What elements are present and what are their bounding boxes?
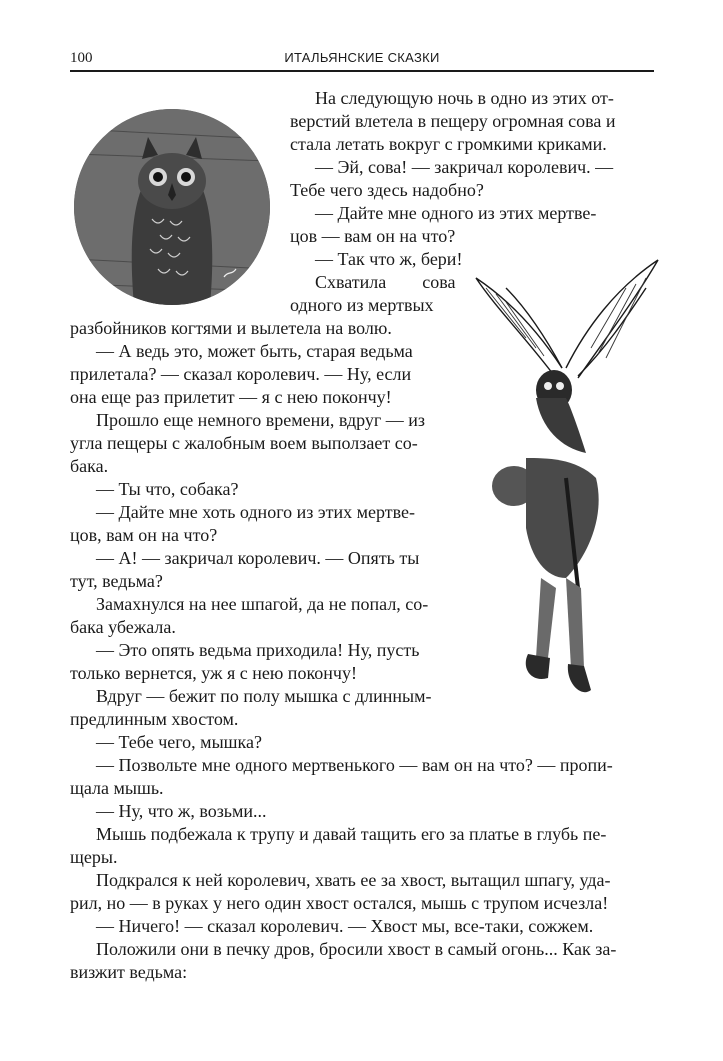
text-line: Прошло еще немного времени, вдруг — из bbox=[96, 410, 425, 430]
text-line: верстий влетела в пещеру огромная сова и bbox=[290, 111, 616, 131]
text-line: рил, но — в руках у него один хвост остался, мышь с трупом исчезла! bbox=[70, 893, 609, 913]
text-line: прилетала? — сказал королевич. — Ну, если bbox=[70, 364, 412, 384]
page-header bbox=[70, 48, 654, 72]
text-line: — Тебе чего, мышка? bbox=[96, 732, 262, 752]
text-line: щеры. bbox=[70, 847, 118, 867]
text-line: Положили они в печку дров, бросили хвост в самый огонь... Как за- bbox=[96, 939, 617, 959]
text-line: Схватила сова bbox=[315, 272, 456, 292]
text-line: Подкрался к ней королевич, хвать ее за хвост, вытащил шпагу, уда- bbox=[96, 870, 611, 890]
text-line: — Дайте мне одного из этих мертве- bbox=[315, 203, 597, 223]
text-line: только вернется, уж я с нею покончу! bbox=[70, 663, 357, 683]
text-line: — Дайте мне хоть одного из этих мертве- bbox=[96, 502, 415, 522]
text-line: — А! — закричал королевич. — Опять ты bbox=[96, 548, 420, 568]
text-line: — Эй, сова! — закричал королевич. — bbox=[315, 157, 614, 177]
text-line: бака убежала. bbox=[70, 617, 176, 637]
text-line: На следующую ночь в одно из этих от- bbox=[315, 88, 614, 108]
text-line: Замахнулся на нее шпагой, да не попал, со- bbox=[96, 594, 429, 614]
text-line: разбойников когтями и вылетела на волю. bbox=[70, 318, 392, 338]
text-line: бака. bbox=[70, 456, 109, 476]
text-line: — Так что ж, бери! bbox=[315, 249, 463, 269]
owl-carrying-robber-illustration bbox=[466, 258, 662, 706]
text-line: цов — вам он на что? bbox=[290, 226, 456, 246]
text-line: — Ничего! — сказал королевич. — Хвост мы, все-таки, сожжем. bbox=[96, 916, 594, 936]
text-line: она еще раз прилетит — я с нею покончу! bbox=[70, 387, 392, 407]
text-line: угла пещеры с жалобным воем выползает со- bbox=[70, 433, 418, 453]
text-line: — Ты что, собака? bbox=[96, 479, 239, 499]
text-line: щала мышь. bbox=[70, 778, 164, 798]
text-line: цов, вам он на что? bbox=[70, 525, 218, 545]
text-line: — Ну, что ж, возьми... bbox=[96, 801, 267, 821]
text-line: визжит ведьма: bbox=[70, 962, 188, 982]
owl-medallion-illustration bbox=[74, 109, 270, 305]
text-line: предлинным хвостом. bbox=[70, 709, 239, 729]
text-line: одного из мертвых bbox=[290, 295, 434, 315]
text-line: стала летать вокруг с громкими криками. bbox=[290, 134, 607, 154]
text-line: Мышь подбежала к трупу и давай тащить его за платье в глубь пе- bbox=[96, 824, 607, 844]
text-line: — А ведь это, может быть, старая ведьма bbox=[96, 341, 413, 361]
text-line: Вдруг — бежит по полу мышка с длинным- bbox=[96, 686, 432, 706]
running-title: ИТАЛЬЯНСКИЕ СКАЗКИ bbox=[284, 50, 440, 65]
text-line: Тебе чего здесь надобно? bbox=[290, 180, 484, 200]
page-number: 100 bbox=[70, 50, 93, 66]
text-line: — Это опять ведьма приходила! Ну, пусть bbox=[96, 640, 420, 660]
text-line: тут, ведьма? bbox=[70, 571, 163, 591]
text-line: — Позвольте мне одного мертвенького — вам он на что? — пропи- bbox=[96, 755, 613, 775]
